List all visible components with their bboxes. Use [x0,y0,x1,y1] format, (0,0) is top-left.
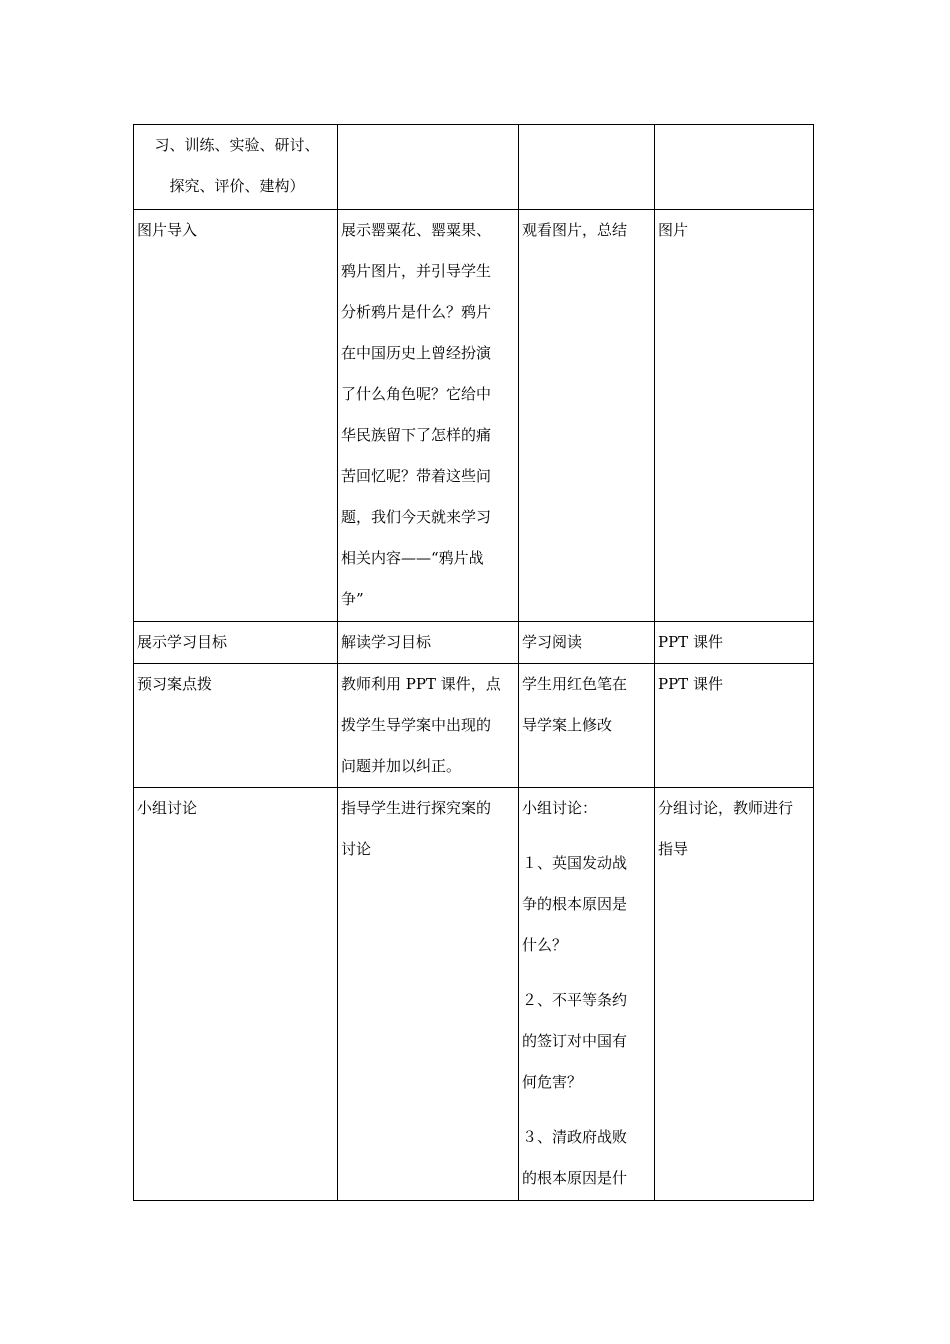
teacher-activity-cell [338,125,519,210]
table-row [134,788,814,1201]
media-cell: PPT 课件 [655,664,814,788]
process-cell: 预习案点拨 [134,664,338,788]
question-line: 何危害？ [522,1073,583,1091]
cell-text-line: 在中国历史上曾经扮演 [341,344,492,362]
cell-text-line: 苦回忆呢？带着这些问 [341,467,492,485]
student-activity-cell [519,664,655,788]
media-cell: PPT 课件 [655,622,814,664]
cell-text-line: 学生用红色笔在 [522,675,628,693]
process-cell: 小组讨论 [134,788,338,1201]
cell-text-line: 了什么角色呢？它给中 [341,385,492,403]
process-cell [134,125,338,210]
lesson-plan-table [133,124,814,1201]
cell-text-line: 教师利用 PPT 课件，点 [341,675,501,693]
cell-text-line: 展示罂粟花、罂粟果、 [341,221,492,239]
cell-text-line: 华民族留下了怎样的痛 [341,426,492,444]
discussion-heading: 小组讨论： [522,799,598,817]
cell-text-line: 分组讨论，教师进行 [658,799,794,817]
student-activity-cell: 观看图片，总结 [519,210,655,622]
process-cell: 图片导入 [134,210,338,622]
teacher-activity-cell [338,210,519,622]
student-activity-cell [519,125,655,210]
teacher-activity-cell [338,664,519,788]
table-row [134,622,814,664]
media-cell [655,788,814,1201]
question-line: 什么？ [522,936,568,954]
cell-text-line: 指导学生进行探究案的 [341,799,492,817]
student-activity-cell: 学习阅读 [519,622,655,664]
cell-text-line: 题，我们今天就来学习 [341,508,492,526]
question-line: １、英国发动战 [522,854,628,872]
question-line: ３、清政府战败 [522,1128,628,1146]
cell-text-line: 问题并加以纠正。 [341,757,462,775]
question-line: ２、不平等条约 [522,991,628,1009]
cell-text-line: 鸦片图片，并引导学生 [341,262,492,280]
table-row [134,125,814,210]
table-row [134,210,814,622]
student-activity-cell [519,788,655,1201]
cell-text-line: 拨学生导学案中出现的 [341,716,492,734]
cell-text-line: 分析鸦片是什么？鸦片 [341,303,492,321]
teacher-activity-cell: 解读学习目标 [338,622,519,664]
cell-text-line: 探究、评价、建构） [169,177,305,195]
cell-text-line: 习、训练、实验、研讨、 [154,136,320,154]
table-row [134,664,814,788]
process-cell: 展示学习目标 [134,622,338,664]
question-line: 的根本原因是什 [522,1169,628,1187]
media-cell: 图片 [655,210,814,622]
cell-text-line: 讨论 [341,840,372,858]
cell-text-line: 争” [341,590,364,608]
cell-text-line: 导学案上修改 [522,716,613,734]
media-cell [655,125,814,210]
cell-text-line: 相关内容——“鸦片战 [341,549,484,567]
question-line: 争的根本原因是 [522,895,628,913]
question-line: 的签订对中国有 [522,1032,628,1050]
cell-text-line: 指导 [658,840,689,858]
teacher-activity-cell [338,788,519,1201]
